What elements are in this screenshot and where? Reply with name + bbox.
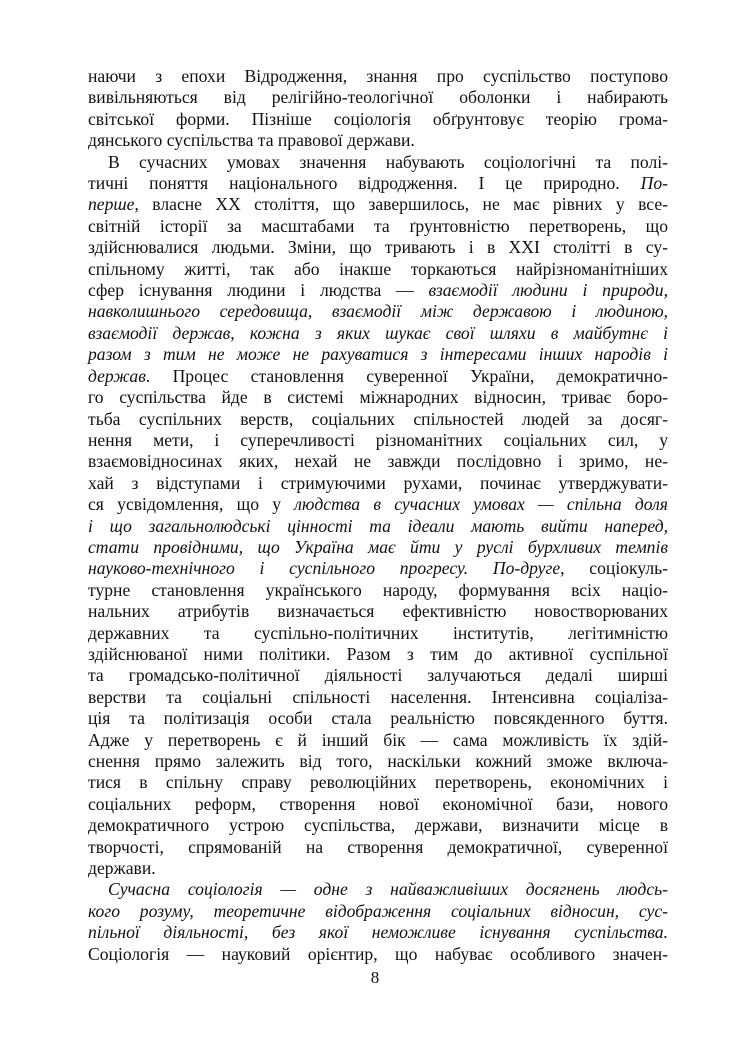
text-segment: снення прямо залежить від того, наскільки кожний зможе включа- — [88, 751, 668, 771]
text-segment: світської форми. Пізніше соціологія обґрунтовує теорію грома- — [88, 108, 668, 129]
text-segment: , власне XX століття, що завершилось, не має рівних у все- — [134, 194, 668, 215]
text-line — [88, 216, 668, 237]
page-number: 8 — [370, 968, 380, 987]
italic-text: науково-технічного і суспільного прогресу. По-друге — [88, 558, 561, 579]
text-segment: ся усвідомлення, що у — [88, 494, 295, 515]
text-line — [88, 772, 668, 793]
text-line — [88, 879, 668, 900]
text-segment: світній історії за масштабами та ґрунтовністю перетворень, що — [88, 215, 668, 236]
italic-text: навколишнього середовища, взаємодії між державою і людиною, — [88, 301, 668, 322]
text-line — [88, 858, 668, 879]
text-segment: вивільняються від релігійно-теологічної оболонки і набирають — [88, 87, 668, 108]
text-segment: Соціологія — науковий орієнтир, що набуває особливого значен- — [88, 943, 668, 964]
text-line — [88, 280, 668, 301]
italic-text: взаємодії держав, кожна з яких шукає свої шляхи в майбутнє і — [88, 322, 668, 343]
paragraph — [88, 152, 668, 880]
text-line — [88, 109, 668, 130]
text-segment: та громадсько-політичної діяльності залучаються дедалі ширші — [88, 665, 668, 686]
text-line — [88, 301, 668, 322]
text-line — [88, 451, 668, 472]
text-line — [88, 623, 668, 644]
text-segment: ція та політизація особи стала реальністю повсякденного буття. — [88, 708, 668, 729]
italic-text: пільної діяльності, без якої неможливе існування суспільства. — [88, 922, 668, 943]
text-line — [88, 152, 668, 173]
text-segment: взаємовідносинах яких, нехай не завжди послідовно і зримо, не- — [88, 451, 668, 472]
italic-text: кого розуму, теоретичне відображення соціальних відносин, сус- — [88, 900, 668, 921]
text-line — [88, 730, 668, 751]
italic-text: і що загальнолюдські цінності та ідеали мають вийти наперед, — [88, 515, 668, 536]
text-line — [88, 601, 668, 622]
text-segment: Адже у перетворень є й інший бік — сама можливість їх здій- — [88, 729, 668, 750]
italic-text: Сучасна соціологія — одне з найважливіших досягнень людсь- — [108, 879, 668, 900]
text-line — [88, 237, 668, 258]
text-segment: дянського суспільства та правової держави. — [88, 130, 415, 151]
text-segment: соціальних реформ, створення нової економічної бази, нового — [88, 793, 668, 814]
text-segment: тися в спільну справу революційних перетворень, економічних і — [88, 772, 668, 793]
text-line — [88, 687, 668, 708]
paragraph — [88, 66, 668, 152]
text-segment: спільному житті, так або інакше торкаються найрізноманітніших — [88, 258, 668, 279]
italic-text: стати провідними, що Україна має йти у руслі бурхливих темпів — [88, 536, 668, 557]
text-segment: здійснювалися людьми. Зміни, що тривають і в XXI столітті в су- — [88, 237, 668, 258]
text-segment: демократичного устрою суспільства, держави, визначити місце в — [88, 815, 668, 836]
text-segment: В сучасних умовах значення набувають соціологічні та полі- — [108, 151, 668, 172]
paragraph — [88, 879, 668, 965]
text-line — [88, 644, 668, 665]
text-segment: наючи з епохи Відродження, знання про суспільство поступово — [88, 66, 668, 86]
text-segment: здійснюваної ними політики. Разом з тим до активної суспільної — [88, 643, 668, 664]
text-segment: . Процес становлення суверенної України, демократично- — [145, 365, 668, 386]
text-line — [88, 66, 668, 87]
text-line — [88, 922, 668, 943]
italic-text: перше — [88, 194, 135, 215]
text-line — [88, 558, 668, 579]
text-line — [88, 87, 668, 108]
text-line — [88, 815, 668, 836]
text-line — [88, 130, 668, 151]
page-body-text — [88, 66, 668, 965]
text-line — [88, 794, 668, 815]
italic-text: По- — [640, 173, 668, 194]
text-line — [88, 387, 668, 408]
text-segment: державних та суспільно-політичних інститутів, легітимністю — [88, 622, 668, 643]
text-segment: сфер існування людини і людства — — [88, 280, 429, 301]
text-line — [88, 901, 668, 922]
text-segment: творчості, спрямованій на створення демократичної, суверенної — [88, 836, 668, 857]
text-segment: нення мети, і суперечливості різноманітних соціальних сил, у — [88, 429, 668, 450]
italic-text: разом з тим не може не рахуватися з інтересами інших народів і — [88, 344, 668, 365]
italic-text: взаємодії людини і природи, — [428, 280, 669, 301]
text-line — [88, 173, 668, 194]
text-line — [88, 837, 668, 858]
text-segment: го суспільства йде в системі міжнародних відносин, триває боро- — [88, 387, 668, 408]
text-line — [88, 194, 668, 215]
text-line — [88, 409, 668, 430]
text-segment: , соціокуль- — [560, 558, 668, 579]
text-segment: тьба суспільних верств, соціальних спільностей людей за досяг- — [88, 408, 668, 429]
text-segment: хай з відступами і стримуючими рухами, починає утверджувати- — [88, 472, 668, 493]
text-line — [88, 665, 668, 686]
text-line — [88, 751, 668, 772]
text-segment: турне становлення українського народу, формування всіх націо- — [88, 579, 668, 600]
text-line — [88, 494, 668, 515]
text-segment: верстви та соціальні спільності населення. Інтенсивна соціаліза- — [88, 686, 668, 707]
text-line — [88, 430, 668, 451]
text-line — [88, 366, 668, 387]
text-line — [88, 516, 668, 537]
text-line — [88, 473, 668, 494]
italic-text: держав — [88, 365, 146, 386]
text-segment: тичні поняття національного відродження. І це природно. — [88, 173, 641, 194]
text-segment: нальних атрибутів визначається ефективністю новостворюваних — [88, 601, 668, 622]
text-line — [88, 944, 668, 965]
text-line — [88, 580, 668, 601]
text-line — [88, 708, 668, 729]
text-line — [88, 537, 668, 558]
text-line — [88, 323, 668, 344]
text-line — [88, 344, 668, 365]
italic-text: людства в сучасних умовах — спільна доля — [294, 494, 668, 515]
text-line — [88, 259, 668, 280]
text-segment: держави. — [88, 858, 156, 879]
